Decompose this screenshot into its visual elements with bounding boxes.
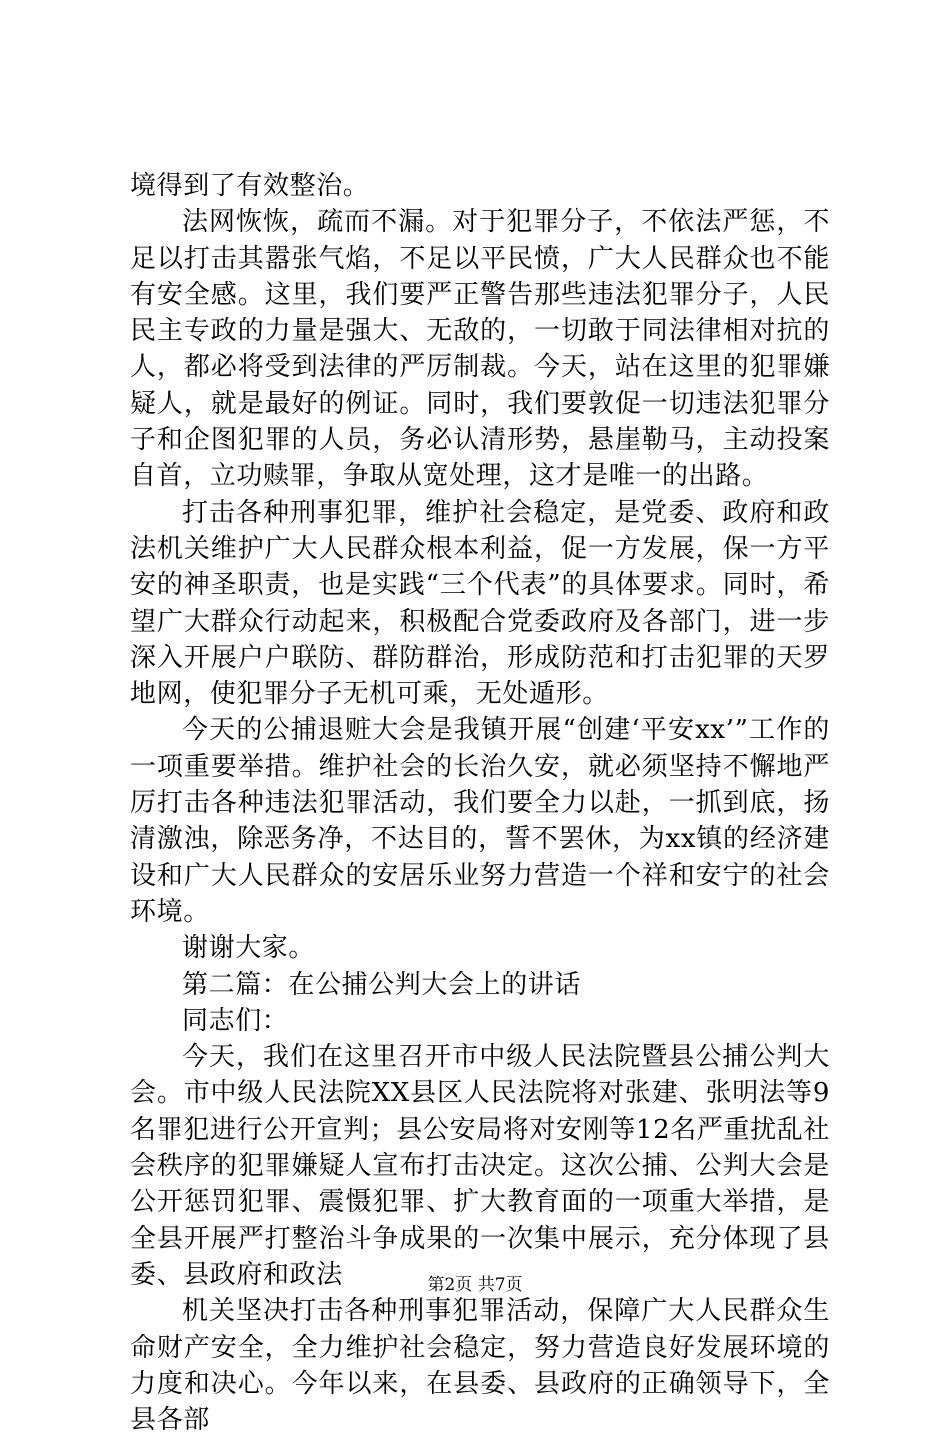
paragraph: 法网恢恢，疏而不漏。对于犯罪分子，不依法严惩，不足以打击其嚣张气焰，不足以平民愤，广大人民群众也不能有安全感。这里，我们要严正警告那些违法犯罪分子，人民民主专政的力量是强大、无敌的，一切敢于同法律相对抗的人，都必将受到法律的严厉制裁。今天，站在这里的犯罪嫌疑人，就是最好的例证。同时，我们要敦促一切违法犯罪分子和企图犯罪的人员，务必认清形势，悬崖勒马，主动投案自首，立功赎罪，争取从宽处理，这才是唯一的出路。 (130, 207, 830, 492)
paragraph: 境得到了有效整治。 (130, 171, 370, 201)
paragraph: 打击各种刑事犯罪，维护社会稳定，是党委、政府和政法机关维护广大人民群众根本利益，促一方发展，保一方平安的神圣职责，也是实践“三个代表”的具体要求。同时，希望广大群众行动起来，积极配合党委政府及各部门，进一步深入开展户户联防、群防群治，形成防范和打击犯罪的天罗地网，使犯罪分子无机可乘，无处遁形。 (130, 497, 830, 710)
paragraph: 今天，我们在这里召开市中级人民法院暨县公捕公判大会。市中级人民法院XX县区人民法院将对张建、张明法等9名罪犯进行公开宣判；县公安局将对安刚等12名严重扰乱社会秩序的犯罪嫌疑人宣布打击决定。这次公捕、公判大会是公开惩罚犯罪、震慑犯罪、扩大教育面的一项重大举措，是全县开展严打整治斗争成果的一次集中展示，充分体现了县委、县政府和政法 (130, 1042, 830, 1290)
page-number-footer: 第2页 共7页 (427, 1275, 523, 1295)
document-body (130, 168, 830, 1438)
paragraph: 机关坚决打击各种刑事犯罪活动，保障广大人民群众生命财产安全，全力维护社会稳定，努力营造良好发展环境的力度和决心。今年以来，在县委、县政府的正确领导下，全县各部 (130, 1296, 830, 1436)
section-heading: 第二篇：在公捕公判大会上的讲话 (182, 969, 582, 1000)
salutation: 同志们： (182, 1005, 289, 1036)
paragraph: 今天的公捕退赃大会是我镇开展“创建‘平安xx’”工作的一项重要举措。维护社会的长治久安，就必须坚持不懈地严厉打击各种违法犯罪活动，我们要全力以赴，一抓到底，扬清激浊，除恶务净，不达目的，誓不罢休，为xx镇的经济建设和广大人民群众的安居乐业努力营造一个祥和安宁的社会环境。 (130, 715, 830, 927)
paragraph: 谢谢大家。 (182, 933, 316, 964)
